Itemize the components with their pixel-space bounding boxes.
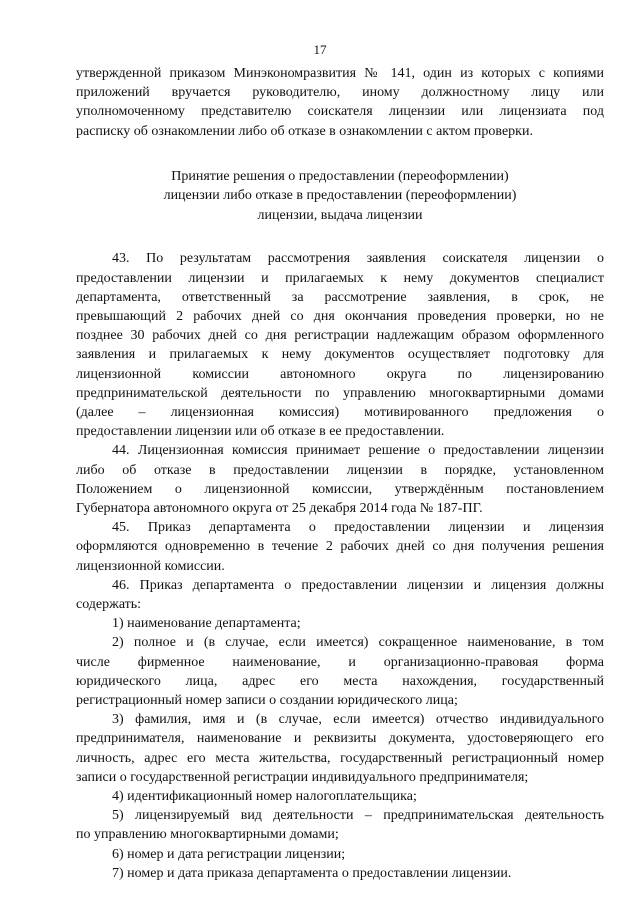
- paragraph-line: 6) номер и дата регистрации лицензии;: [112, 846, 346, 862]
- paragraph-line: позднее 30 рабочих дней со дня регистрации надлежащим образом оформленного: [76, 328, 604, 344]
- paragraph: [76, 614, 604, 633]
- paragraph-line: (далее – лицензионная комиссия) мотивированного предложения о: [76, 404, 604, 420]
- paragraph: [76, 806, 604, 844]
- intro-line: уполномоченному представителю соискателя лицензии или лицензиата под: [76, 104, 604, 120]
- paragraph-line: лицензионной комиссии.: [76, 558, 225, 574]
- paragraph-line: 7) номер и дата приказа департамента о предоставлении лицензии.: [112, 865, 512, 881]
- paragraph-line: либо об отказе в предоставлении лицензии в порядке, установленном: [76, 462, 604, 478]
- paragraph-line: 1) наименование департамента;: [112, 616, 301, 632]
- document-body: [76, 64, 604, 883]
- intro-line: утвержденной приказом Минэкономразвития № 141, один из которых с копиями: [76, 66, 604, 81]
- paragraph: [76, 441, 604, 518]
- paragraph-line: 44. Лицензионная комиссия принимает решение о предоставлении лицензии: [112, 443, 604, 459]
- paragraph-line: предпринимательской деятельности по управлению многоквартирными домами: [76, 385, 604, 401]
- paragraph: [76, 864, 604, 883]
- paragraph-line: превышающий 2 рабочих дней со дня окончания проведения проверки, но не: [76, 308, 604, 324]
- paragraph-line: предоставлении лицензии и прилагаемых к нему документов специалист: [76, 270, 604, 286]
- paragraph-line: предпринимателя, наименование и реквизиты документа, удостоверяющего его: [76, 731, 604, 747]
- paragraph-line: предоставлении лицензии или об отказе в ее предоставлении.: [76, 424, 445, 440]
- paragraph-line: записи о государственной регистрации индивидуального предпринимателя;: [76, 769, 529, 785]
- paragraph: [76, 518, 604, 576]
- paragraph-line: оформляются одновременно в течение 2 рабочих дней со дня получения решения: [76, 539, 604, 555]
- paragraph-line: по управлению многоквартирными домами;: [76, 827, 339, 843]
- paragraph-line: 3) фамилия, имя и (в случае, если имеется) отчество индивидуального: [112, 712, 604, 728]
- paragraph: [76, 845, 604, 864]
- paragraph-line: департамента, ответственный за рассмотрение заявления, в срок, не: [76, 289, 604, 305]
- heading-line: лицензии, выдача лицензии: [257, 207, 423, 223]
- paragraph: [76, 576, 604, 614]
- paragraph-line: содержать:: [76, 596, 142, 612]
- paragraph-line: 5) лицензируемый вид деятельности – предпринимательская деятельность: [112, 808, 604, 824]
- paragraph-line: лицензионной комиссии автономного округа по лицензированию: [76, 366, 604, 382]
- paragraph: [76, 633, 604, 710]
- paragraph-line: 46. Приказ департамента о предоставлении лицензии и лицензия должны: [112, 577, 604, 593]
- paragraph: [76, 710, 604, 787]
- paragraph-line: регистрационный номер записи о создании юридического лица;: [76, 692, 458, 708]
- paragraph-line: 4) идентификационный номер налогоплательщика;: [112, 789, 417, 804]
- paragraph: [76, 249, 604, 441]
- heading-line: лицензии либо отказе в предоставлении (переоформлении): [163, 188, 517, 204]
- paragraph-line: 2) полное и (в случае, если имеется) сокращенное наименование, в том: [112, 635, 604, 651]
- paragraph-line: 43. По результатам рассмотрения заявления соискателя лицензии о: [112, 251, 604, 267]
- paragraph-line: Губернатора автономного округа от 25 декабря 2014 года № 187-ПГ.: [76, 500, 483, 516]
- paragraph-line: числе фирменное наименование, и организационно-правовая форма: [76, 654, 604, 670]
- section-paragraphs: [76, 249, 604, 883]
- paragraph-line: юридического лица, адрес его места нахождения, государственный: [76, 673, 604, 689]
- section-heading: [76, 167, 604, 226]
- heading-line: Принятие решения о предоставлении (переоформлении): [171, 168, 509, 184]
- paragraph-line: личность, адрес его места жительства, государственный регистрационный номер: [76, 750, 604, 766]
- intro-line: расписку об ознакомлении либо об отказе в ознакомлении с актом проверки.: [76, 123, 533, 139]
- paragraph-line: заявления и прилагаемых к нему документов осуществляет подготовку для: [76, 347, 604, 363]
- paragraph-line: 45. Приказ департамента о предоставлении лицензии и лицензия: [112, 520, 604, 536]
- intro-line: приложений вручается руководителю, иному должностному лицу или: [76, 85, 604, 101]
- page-number: 17: [313, 42, 327, 57]
- paragraph: [76, 787, 604, 806]
- paragraph-line: Положением о лицензионной комиссии, утверждённым постановлением: [76, 481, 604, 497]
- intro-paragraph: [76, 64, 604, 141]
